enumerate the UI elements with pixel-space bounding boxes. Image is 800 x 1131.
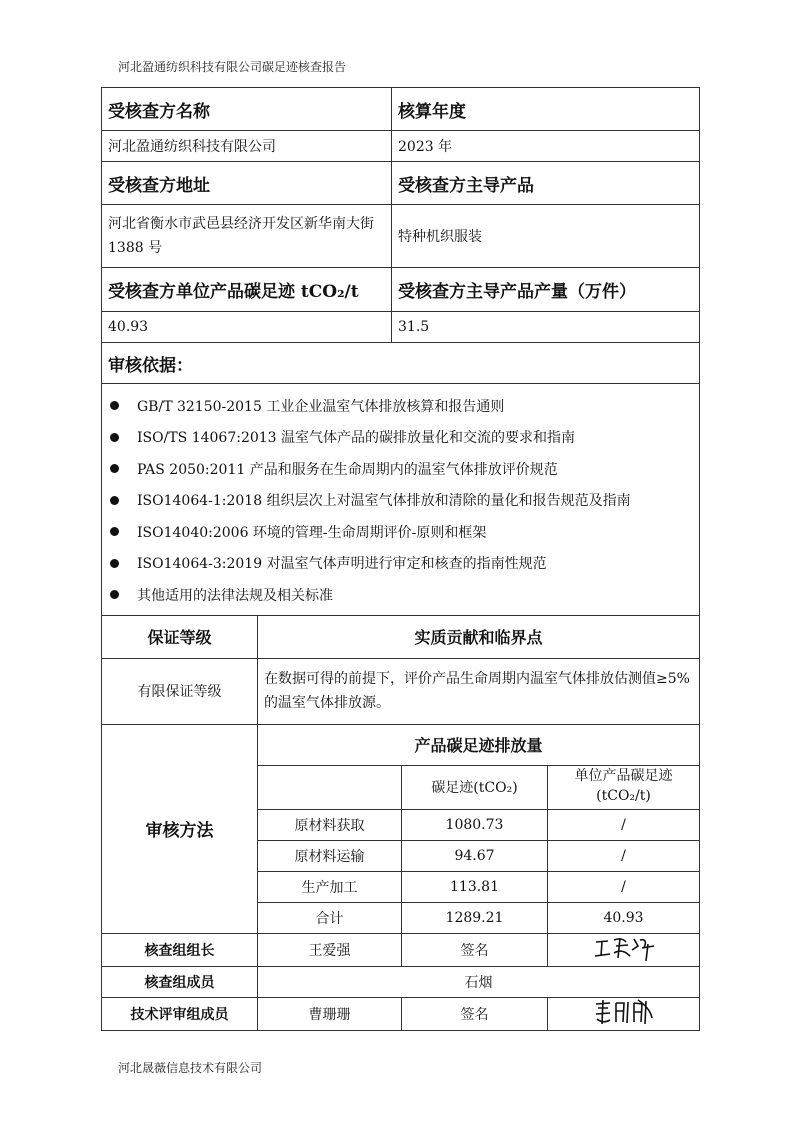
stage-unit-footprint: / [548,871,700,902]
unit-carbon-footprint-label: 受核查方单位产品碳足迹 tCO₂/t [102,268,392,312]
bullet-icon [110,527,119,536]
bullet-icon [110,464,119,473]
stage-carbon-footprint: 113.81 [402,871,548,902]
assurance-level-value: 有限保证等级 [102,658,258,724]
audit-method-label: 审核方法 [102,724,258,933]
basis-item: ISO14064-1:2018 组织层次上对温室气体排放和清除的量化和报告规范及指南 [110,485,699,517]
reviewer-signature [592,998,656,1026]
product-output-label: 受核查方主导产品产量（万件） [392,268,700,312]
basis-item: PAS 2050:2011 产品和服务在生命周期内的温室气体排放评价规范 [110,453,699,485]
reviewer-signature-cell [548,997,700,1030]
stage-name: 原材料运输 [258,840,402,871]
basis-title: 审核依据： [102,343,700,384]
accounting-year-label: 核算年度 [392,88,700,131]
stage-unit-footprint: / [548,840,700,871]
basis-list-cell [102,384,700,616]
stage-name: 生产加工 [258,871,402,902]
basis-item: 其他适用的法律法规及相关标准 [110,579,699,611]
unit-carbon-footprint-value: 40.93 [102,312,392,343]
stage-name: 合计 [258,902,402,933]
page-footer: 河北晟薇信息技术有限公司 [118,1061,263,1075]
stage-carbon-footprint: 1080.73 [402,809,548,840]
carbon-footprint-column-header: 碳足迹(tCO₂) [402,765,548,809]
technical-review-label: 技术评审组成员 [102,997,258,1030]
basis-item: ISO14064-3:2019 对温室气体声明进行审定和核查的指南性规范 [110,548,699,580]
bullet-icon [110,401,119,410]
info-table [101,87,700,616]
main-product-value: 特种机织服装 [392,205,700,268]
bullet-icon [110,496,119,505]
signature-label: 签名 [402,933,548,966]
materiality-threshold-label: 实质贡献和临界点 [258,615,700,658]
stage-header-blank [258,765,402,809]
bullet-icon [110,559,119,568]
stage-carbon-footprint: 1289.21 [402,902,548,933]
stage-unit-footprint: 40.93 [548,902,700,933]
product-output-value: 31.5 [392,312,700,343]
accounting-year-value: 2023 年 [392,131,700,162]
team-members-value: 石烟 [258,966,700,997]
materiality-threshold-value: 在数据可得的前提下，评价产品生命周期内温室气体排放估测值≥5%的温室气体排放源。 [258,658,700,724]
method-table [101,615,700,1031]
company-address-label: 受核查方地址 [102,162,392,205]
basis-item: ISO/TS 14067:2013 温室气体产品的碳排放量化和交流的要求和指南 [110,422,699,454]
company-name-value: 河北盈通纺织科技有限公司 [102,131,392,162]
team-leader-label: 核查组组长 [102,933,258,966]
basis-item: GB/T 32150-2015 工业企业温室气体排放核算和报告通则 [110,390,699,422]
basis-list [102,384,699,615]
signature-label: 签名 [402,997,548,1030]
basis-item: ISO14040:2006 环境的管理-生命周期评价-原则和框架 [110,516,699,548]
stage-name: 原材料获取 [258,809,402,840]
team-leader-name: 王爱强 [258,933,402,966]
leader-signature [592,934,656,962]
team-members-label: 核查组成员 [102,966,258,997]
verification-report-table [101,87,699,1031]
main-product-label: 受核查方主导产品 [392,162,700,205]
page-header: 河北盈通纺织科技有限公司碳足迹核查报告 [118,60,347,74]
stage-carbon-footprint: 94.67 [402,840,548,871]
unit-footprint-column-header: 单位产品碳足迹(tCO₂/t) [548,765,700,809]
leader-signature-cell [548,933,700,966]
technical-reviewer-name: 曹珊珊 [258,997,402,1030]
bullet-icon [110,590,119,599]
bullet-icon [110,433,119,442]
company-name-label: 受核查方名称 [102,88,392,131]
company-address-value: 河北省衡水市武邑县经济开发区新华南大街 1388 号 [102,205,392,268]
emissions-title: 产品碳足迹排放量 [258,724,700,765]
assurance-level-label: 保证等级 [102,615,258,658]
stage-unit-footprint: / [548,809,700,840]
